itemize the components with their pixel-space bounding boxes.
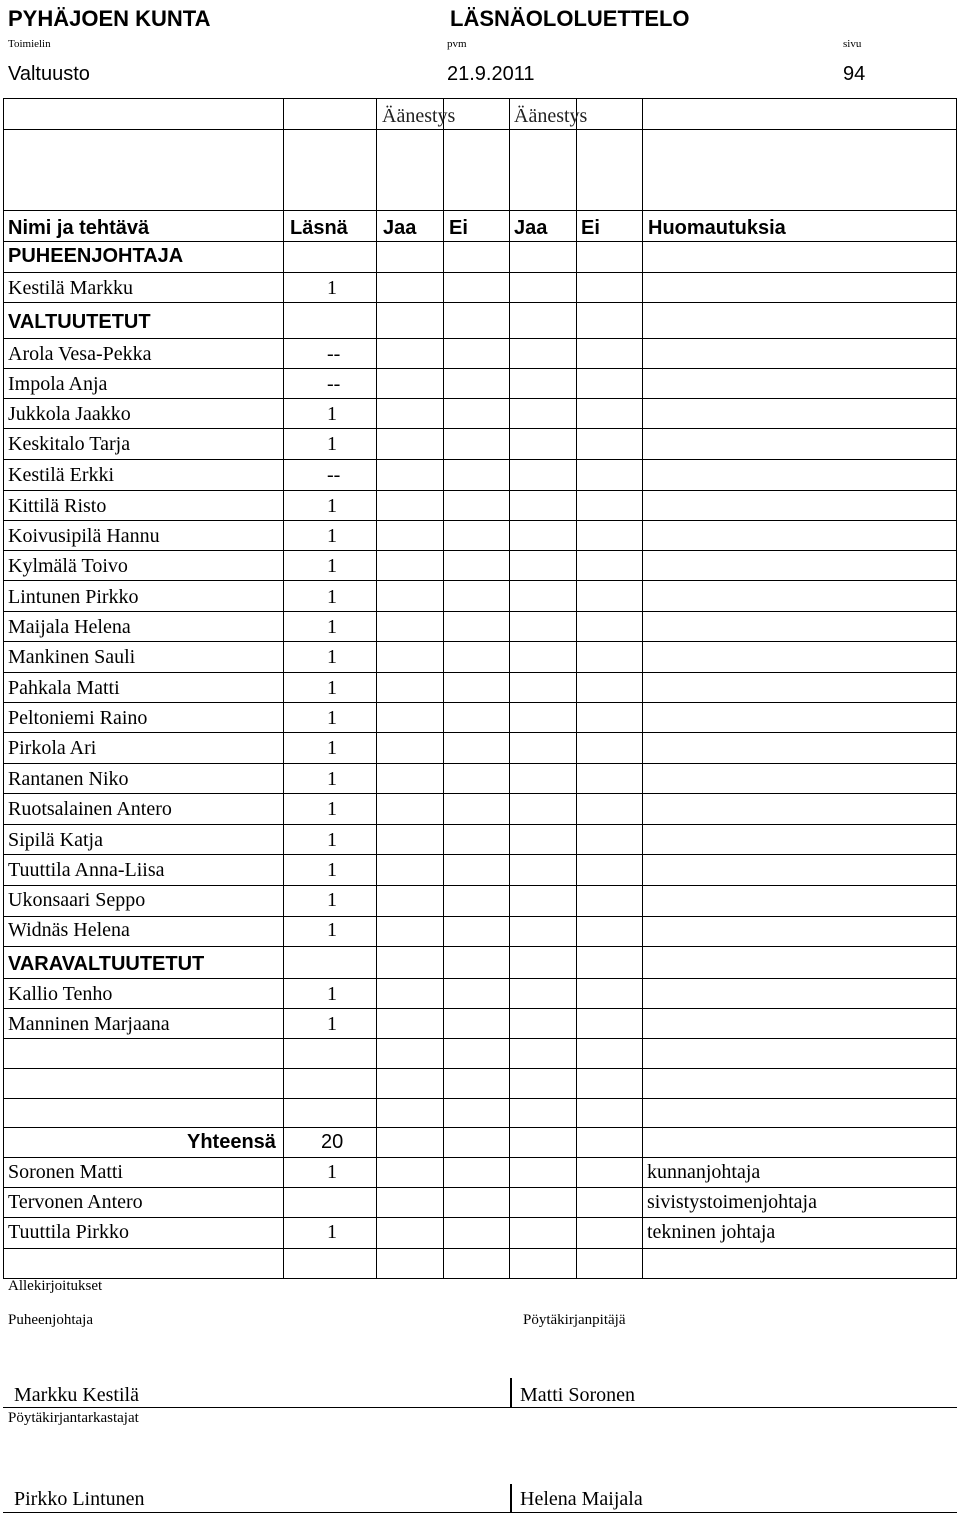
- signatures-label: Allekirjoitukset: [8, 1278, 103, 1294]
- table-hline: [3, 1278, 957, 1279]
- present-value: 1: [327, 616, 337, 638]
- table-hline: [3, 1098, 957, 1099]
- other-attendee-note: sivistystoimenjohtaja: [647, 1191, 817, 1213]
- table-hline: [3, 459, 957, 460]
- municipality-name: PYHÄJOEN KUNTA: [8, 6, 211, 31]
- table-hline: [3, 368, 957, 369]
- other-attendee-name: Tuuttila Pirkko: [8, 1221, 129, 1243]
- section-heading: PUHEENJOHTAJA: [8, 245, 184, 267]
- other-attendee-present: 1: [327, 1221, 337, 1243]
- present-value: 1: [327, 586, 337, 608]
- present-value: 1: [327, 1013, 337, 1035]
- total-value: 20: [321, 1131, 344, 1153]
- member-name: Keskitalo Tarja: [8, 433, 131, 455]
- table-hline: [3, 302, 957, 303]
- table-hline: [3, 1187, 957, 1188]
- table-hline: [3, 338, 957, 339]
- member-name: Tuuttila Anna-Liisa: [8, 859, 165, 881]
- member-name: Maijala Helena: [8, 616, 131, 638]
- total-label: Yhteensä: [187, 1131, 276, 1153]
- label-date: pvm: [447, 38, 467, 50]
- other-attendee-name: Tervonen Antero: [8, 1191, 143, 1213]
- table-vline: [642, 98, 643, 1278]
- table-hline: [3, 611, 957, 612]
- table-hline: [3, 1038, 957, 1039]
- present-value: 1: [327, 495, 337, 517]
- table-hline: [3, 520, 957, 521]
- present-value: 1: [327, 737, 337, 759]
- section-heading: VARAVALTUUTETUT: [8, 953, 205, 975]
- table-hline: [3, 916, 957, 917]
- member-name: Rantanen Niko: [8, 768, 129, 790]
- present-value: 1: [327, 555, 337, 577]
- member-name: Impola Anja: [8, 373, 108, 395]
- present-value: 1: [327, 768, 337, 790]
- label-page: sivu: [843, 38, 862, 50]
- table-hline: [3, 210, 957, 211]
- member-name: Kallio Tenho: [8, 983, 113, 1005]
- present-value: 1: [327, 889, 337, 911]
- table-vline: [283, 98, 284, 1278]
- present-value: 1: [327, 677, 337, 699]
- table-vline: [509, 98, 510, 1278]
- document-title: LÄSNÄOLOLUETTELO: [450, 6, 690, 31]
- secretary-label: Pöytäkirjanpitäjä: [523, 1312, 626, 1328]
- table-vline: [576, 98, 577, 1278]
- member-name: Sipilä Katja: [8, 829, 103, 851]
- signature-divider: [510, 1378, 512, 1408]
- member-name: Pirkola Ari: [8, 737, 97, 759]
- table-vline: [956, 98, 957, 1278]
- present-value: 1: [327, 798, 337, 820]
- present-value: 1: [327, 829, 337, 851]
- table-hline: [3, 1008, 957, 1009]
- table-hline: [3, 946, 957, 947]
- table-hline: [3, 550, 957, 551]
- page-value: 94: [843, 63, 866, 85]
- other-attendee-note: tekninen johtaja: [647, 1221, 776, 1243]
- table-hline: [3, 1068, 957, 1069]
- chair-signature-name: Markku Kestilä: [14, 1384, 139, 1406]
- other-attendee-note: kunnanjohtaja: [647, 1161, 761, 1183]
- table-hline: [3, 793, 957, 794]
- table-top-border: [3, 98, 957, 99]
- col-yes-1-header: Jaa: [383, 217, 417, 239]
- table-vline: [443, 98, 444, 1278]
- table-hline: [3, 854, 957, 855]
- col-no-2-header: Ei: [581, 217, 600, 239]
- member-name: Kestilä Markku: [8, 277, 133, 299]
- present-value: 1: [327, 859, 337, 881]
- member-name: Mankinen Sauli: [8, 646, 136, 668]
- col-yes-2-header: Jaa: [514, 217, 548, 239]
- member-name: Ruotsalainen Antero: [8, 798, 172, 820]
- vote-group-2-header: Äänestys: [514, 105, 588, 127]
- chair-label: Puheenjohtaja: [8, 1312, 93, 1328]
- body-value: Valtuusto: [8, 63, 90, 85]
- checkers-label: Pöytäkirjantarkastajat: [8, 1410, 139, 1426]
- present-value: 1: [327, 983, 337, 1005]
- table-vline: [376, 98, 377, 1278]
- present-value: 1: [327, 646, 337, 668]
- present-value: 1: [327, 707, 337, 729]
- table-hline: [3, 732, 957, 733]
- date-value: 21.9.2011: [447, 63, 535, 85]
- col-no-1-header: Ei: [449, 217, 468, 239]
- table-hline: [3, 763, 957, 764]
- table-hline: [3, 490, 957, 491]
- other-attendee-present: 1: [327, 1161, 337, 1183]
- table-hline: [3, 129, 957, 130]
- member-name: Lintunen Pirkko: [8, 586, 139, 608]
- member-name: Kittilä Risto: [8, 495, 107, 517]
- checker-2-name: Helena Maijala: [520, 1488, 643, 1510]
- present-value: --: [327, 373, 341, 395]
- present-value: 1: [327, 277, 337, 299]
- member-name: Koivusipilä Hannu: [8, 525, 160, 547]
- signature-line-2: [3, 1512, 957, 1513]
- signature-divider-2: [510, 1484, 512, 1512]
- table-hline: [3, 241, 957, 242]
- member-name: Manninen Marjaana: [8, 1013, 170, 1035]
- col-notes-header: Huomautuksia: [648, 217, 786, 239]
- member-name: Widnäs Helena: [8, 919, 130, 941]
- col-name-header: Nimi ja tehtävä: [8, 217, 150, 239]
- member-name: Kestilä Erkki: [8, 464, 115, 486]
- table-hline: [3, 672, 957, 673]
- secretary-signature-name: Matti Soronen: [520, 1384, 635, 1406]
- table-hline: [3, 398, 957, 399]
- col-present-header: Läsnä: [290, 217, 348, 239]
- member-name: Kylmälä Toivo: [8, 555, 128, 577]
- present-value: 1: [327, 919, 337, 941]
- table-hline: [3, 1248, 957, 1249]
- table-hline: [3, 885, 957, 886]
- label-body: Toimielin: [8, 38, 51, 50]
- table-hline: [3, 824, 957, 825]
- section-heading: VALTUUTETUT: [8, 311, 151, 333]
- checker-1-name: Pirkko Lintunen: [14, 1488, 145, 1510]
- table-hline: [3, 272, 957, 273]
- signature-line-1: [3, 1407, 957, 1408]
- member-name: Pahkala Matti: [8, 677, 120, 699]
- table-hline: [3, 978, 957, 979]
- present-value: --: [327, 464, 341, 486]
- table-vline: [3, 98, 4, 1278]
- present-value: --: [327, 343, 341, 365]
- member-name: Jukkola Jaakko: [8, 403, 131, 425]
- member-name: Peltoniemi Raino: [8, 707, 148, 729]
- member-name: Ukonsaari Seppo: [8, 889, 146, 911]
- present-value: 1: [327, 525, 337, 547]
- table-hline: [3, 428, 957, 429]
- table-hline: [3, 580, 957, 581]
- vote-group-1-header: Äänestys: [382, 105, 456, 127]
- member-name: Arola Vesa-Pekka: [8, 343, 152, 365]
- table-hline: [3, 1217, 957, 1218]
- table-hline: [3, 1127, 957, 1128]
- present-value: 1: [327, 433, 337, 455]
- table-hline: [3, 702, 957, 703]
- present-value: 1: [327, 403, 337, 425]
- table-hline: [3, 641, 957, 642]
- other-attendee-name: Soronen Matti: [8, 1161, 123, 1183]
- table-hline: [3, 1157, 957, 1158]
